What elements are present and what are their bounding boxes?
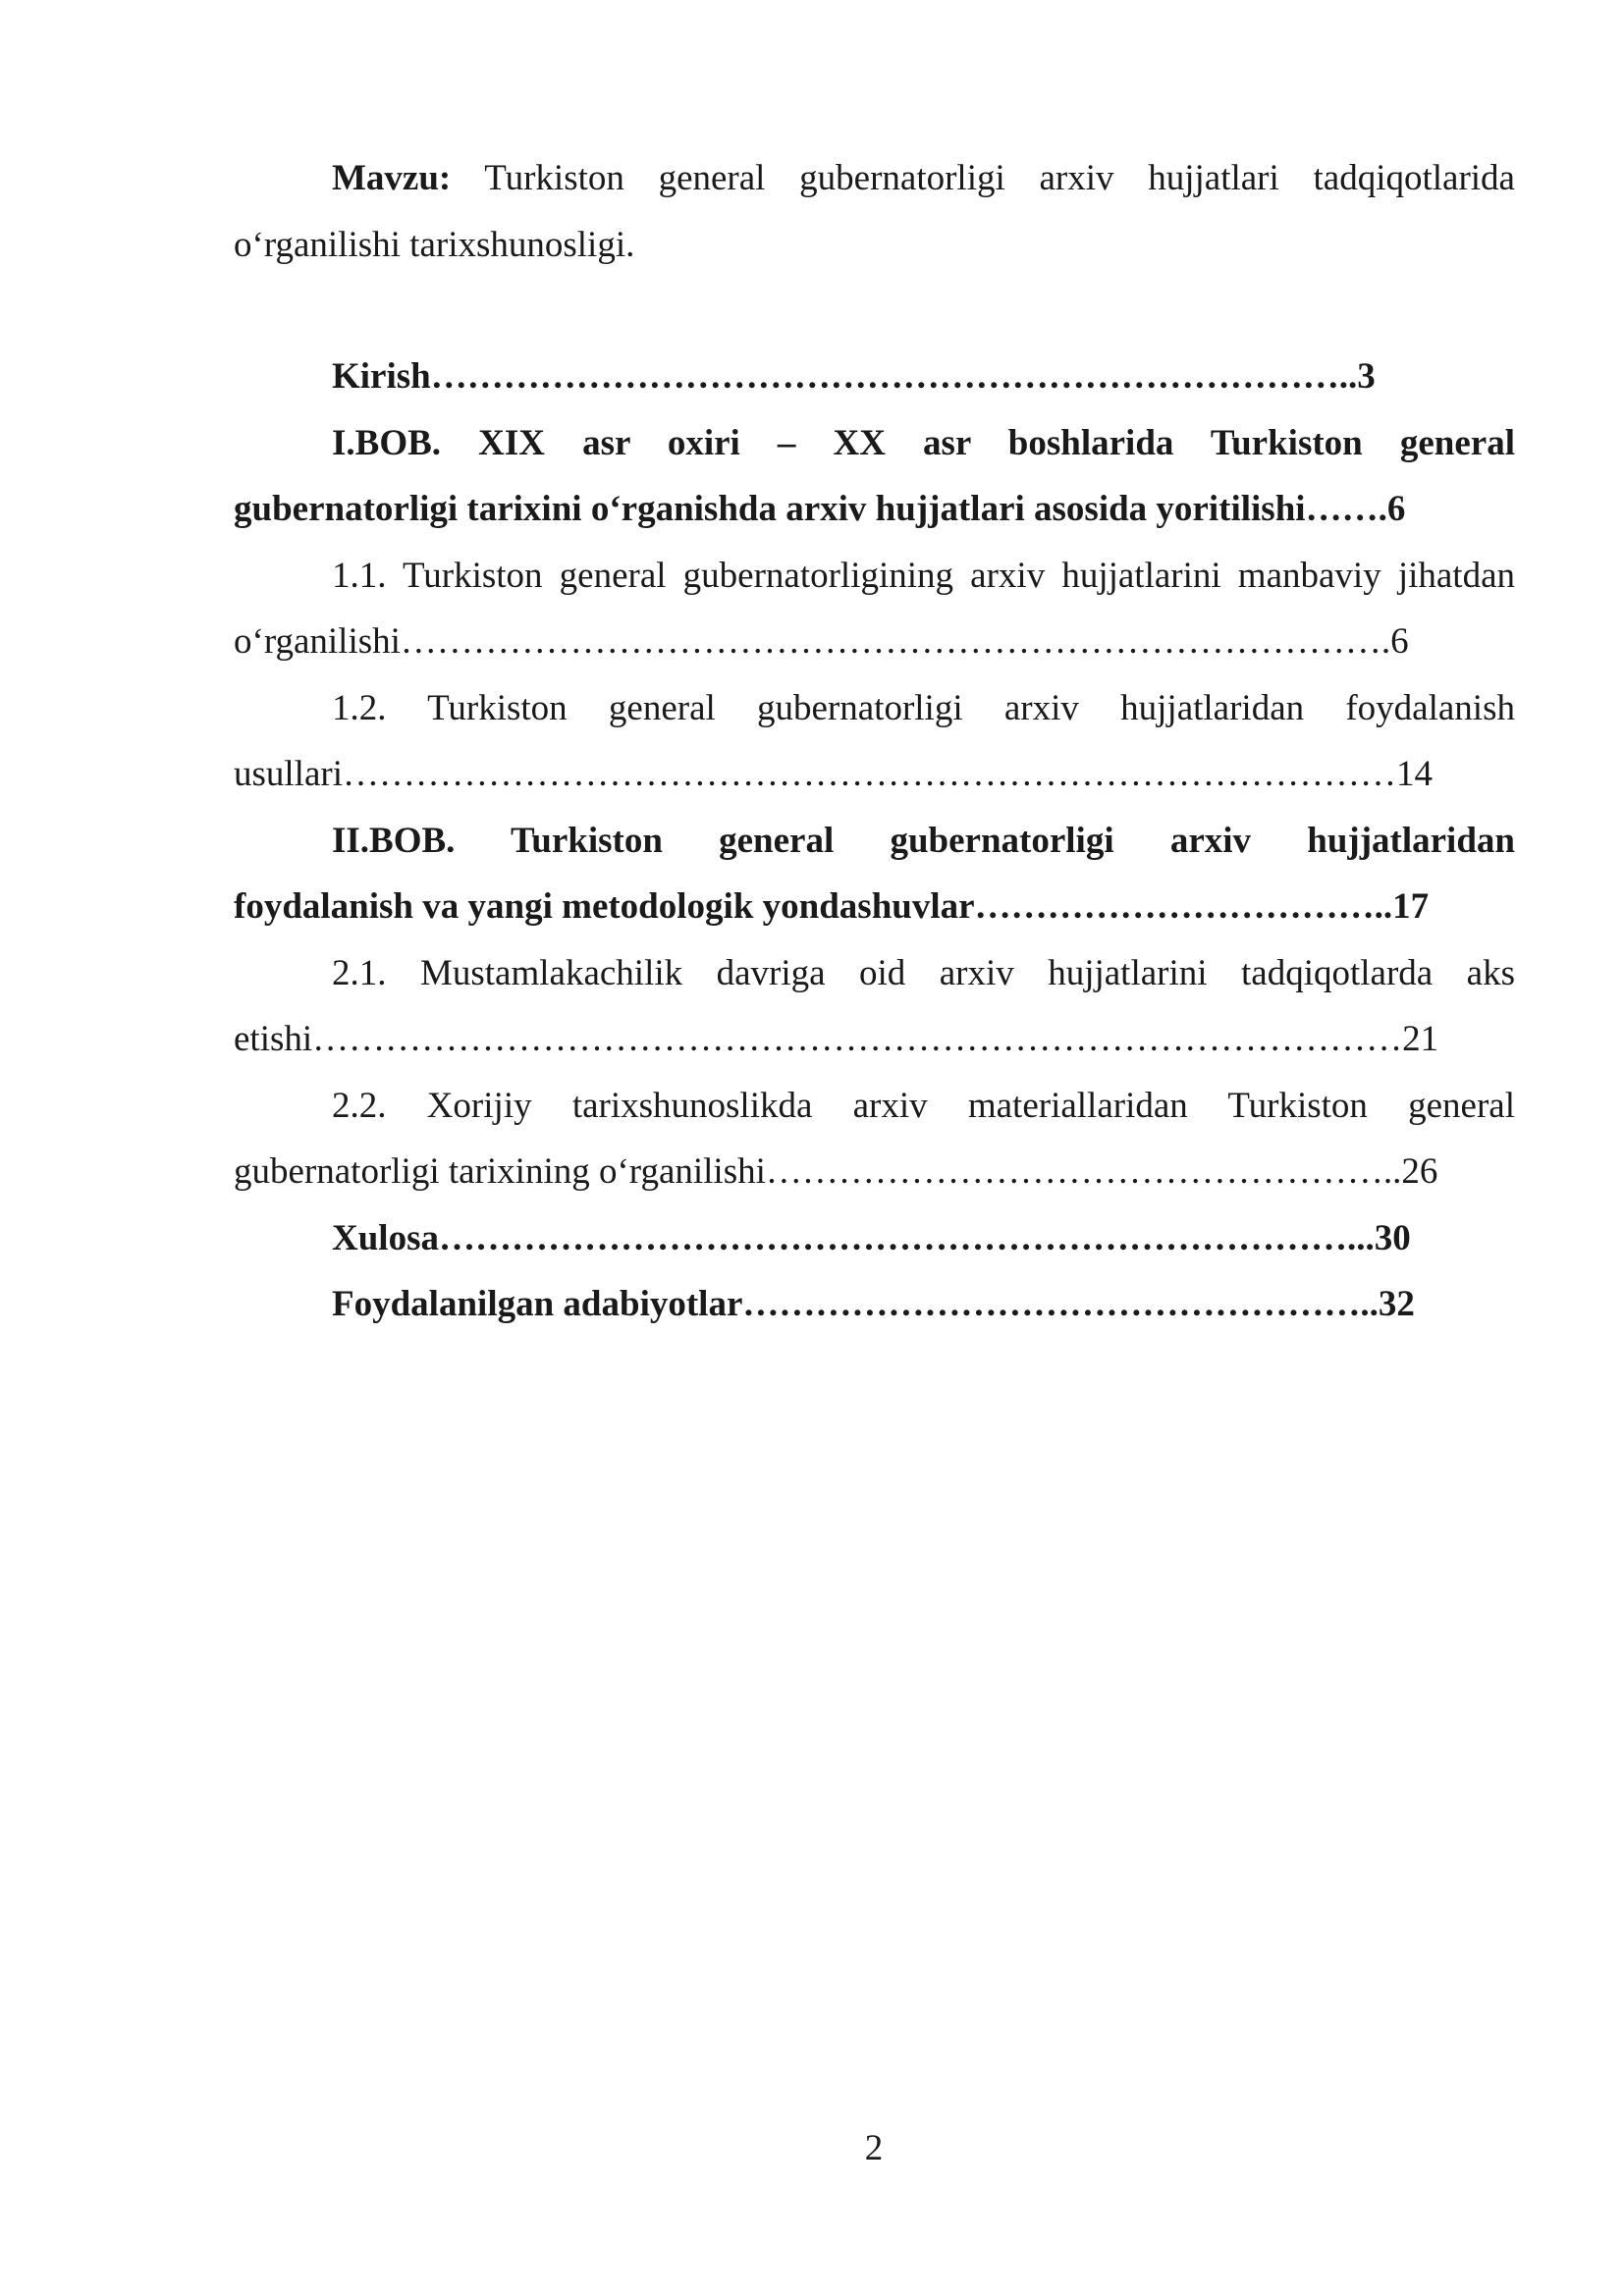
toc-leader: ………………………………………………………………………. (400, 621, 1391, 662)
toc-title-line-2 (234, 1006, 1515, 1073)
toc-page-number: 32 (1378, 1284, 1415, 1324)
toc-title-line-1: 1.2. Turkiston general gubernatorligi arxiv hujjatlaridan foydalanish (332, 687, 1515, 728)
toc-page-number: 21 (1402, 1019, 1439, 1059)
toc-page-number: 6 (1390, 621, 1409, 662)
toc-page-number: 6 (1386, 489, 1406, 529)
toc-entry-conclusion (234, 1205, 1515, 1272)
toc-leader: ………………………………………………………………….. (430, 356, 1358, 397)
toc-title: foydalanish va yangi metodologik yondashuvlar (234, 886, 975, 927)
toc-page-number: 3 (1357, 356, 1376, 397)
toc-leader: …………………………….. (974, 886, 1393, 927)
toc-title: Kirish (332, 356, 431, 397)
topic-text-line-1: Turkiston general gubernatorligi arxiv hujjatlari tadqiqotlarida (484, 158, 1515, 198)
toc-page-number: 26 (1401, 1151, 1438, 1192)
topic-text-line-2: o‘rganilishi tarixshunosligi. (234, 224, 635, 265)
toc-title: Foydalanilgan adabiyotlar (332, 1284, 743, 1324)
toc-entry-intro (234, 344, 1515, 410)
toc-page-number: 30 (1374, 1217, 1411, 1258)
toc-title-line-2 (234, 609, 1515, 675)
toc-title-line-1: 1.1. Turkiston general gubernatorligining arxiv hujjatlarini manbaviy jihatdan (332, 555, 1515, 596)
toc-title: gubernatorligi tarixini o‘rganishda arxiv hujjatlari asosida yoritilishi (234, 489, 1306, 529)
toc-title-line-2 (234, 1139, 1515, 1205)
table-of-contents (234, 344, 1515, 1338)
toc-leader: …………………………………………………………………………… (342, 754, 1396, 794)
toc-page-number: 17 (1392, 886, 1430, 927)
toc-title: usullari (234, 754, 343, 794)
toc-leader: ……………………………………………………………………………… (312, 1019, 1403, 1059)
toc-title: gubernatorligi tarixining o‘rganilishi (234, 1151, 766, 1192)
toc-leader: ……. (1305, 489, 1387, 529)
toc-entry-chapter-1 (234, 410, 1515, 543)
toc-title-line-1: 2.1. Mustamlakachilik davriga oid arxiv hujjatlarini tadqiqotlarda aks (332, 952, 1515, 993)
toc-leader: …………………………………………….. (765, 1151, 1402, 1192)
toc-title: o‘rganilishi (234, 621, 401, 662)
toc-title-line-2 (234, 874, 1515, 940)
topic-paragraph (234, 145, 1515, 278)
toc-title-line-1: 2.2. Xorijiy tarixshunoslikda arxiv materiallaridan Turkiston general (332, 1085, 1515, 1126)
toc-leader: …………………………………………………………………... (438, 1217, 1375, 1258)
page-number: 2 (864, 2128, 884, 2168)
toc-title-line-1: I.BOB. XIX asr oxiri – XX asr boshlarida Turkiston general (332, 422, 1515, 463)
toc-title: etishi (234, 1019, 313, 1059)
toc-entry-section-1-2 (234, 675, 1515, 808)
toc-leader: …………………………………………….. (742, 1284, 1379, 1324)
toc-entry-section-2-1 (234, 940, 1515, 1073)
toc-title: Xulosa (332, 1217, 439, 1258)
topic-line-2 (234, 212, 1515, 279)
toc-page-number: 14 (1395, 754, 1433, 794)
topic-label: Mavzu: (332, 158, 452, 198)
toc-title-line-2 (234, 476, 1515, 543)
toc-entry-chapter-2 (234, 808, 1515, 940)
toc-entry-section-1-1 (234, 543, 1515, 675)
toc-entry-references (234, 1271, 1515, 1338)
toc-entry-section-2-2 (234, 1073, 1515, 1205)
toc-title-line-1: II.BOB. Turkiston general gubernatorligi arxiv hujjatlaridan (332, 820, 1515, 861)
topic-line-1 (234, 145, 1515, 212)
toc-title-line-2 (234, 741, 1515, 808)
